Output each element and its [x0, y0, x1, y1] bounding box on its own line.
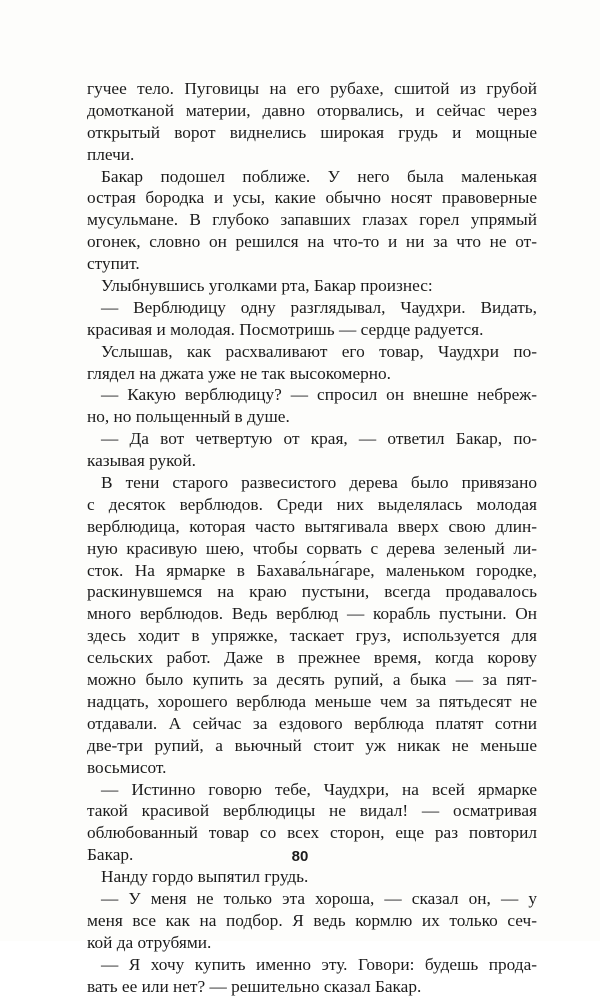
text-line: восьмисот. [87, 757, 167, 777]
text-line: надцать, хорошего верблюда меньше чем за пятьдесят не [87, 691, 537, 711]
text-line: можно было купить за десять рупий, а быка — за пят- [87, 670, 537, 690]
text-line: мусульмане. В глубоко запавших глазах горел упрямый [87, 210, 537, 230]
text-line: — Да вот четвертую от края, — ответил Бакар, по- [101, 429, 537, 449]
text-line: такой красивой верблюдицы не видал! — осматривая [87, 801, 537, 821]
paragraph [87, 472, 537, 778]
text-line: раскинувшемся на краю пустыни, всегда продавалось [87, 582, 537, 602]
text-line: кой да отрубями. [87, 932, 212, 952]
text-line: ную красивую шею, чтобы сорвать с дерева зеленый ли- [87, 538, 537, 558]
text-line: Бакар подошел поближе. У него была маленькая [101, 166, 537, 186]
text-line: домотканой материи, давно оторвались, и сейчас через [87, 100, 537, 120]
paragraph [87, 866, 537, 888]
text-line: сток. На ярмарке в Бахава́льна́гаре, маленьком городке, [87, 560, 537, 580]
text-line: ступит. [87, 254, 140, 274]
paragraph [87, 954, 537, 997]
text-line: Нанду гордо выпятил грудь. [101, 867, 309, 887]
text-line: плечи. [87, 144, 135, 164]
text-line: казывая рукой. [87, 451, 196, 471]
text-line: — Я хочу купить именно эту. Говори: будешь прода- [101, 954, 537, 974]
text-line: Улыбнувшись уголками рта, Бакар произнес: [101, 276, 433, 296]
text-line: с десяток верблюдов. Среди них выделялась молодая [87, 494, 537, 514]
text-line: верблюдица, которая часто вытягивала вверх свою длин- [87, 516, 537, 536]
text-line: но, но польщенный в душе. [87, 407, 290, 427]
paragraph [87, 341, 537, 385]
text-line: Услышав, как расхваливают его товар, Чаудхри по- [101, 341, 537, 361]
paragraph [87, 428, 537, 472]
text-line: меня все как на подбор. Я ведь кормлю их только сеч- [87, 910, 537, 930]
text-line: гучее тело. Пуговицы на его рубахе, сшитой из грубой [87, 79, 537, 98]
paragraph [87, 384, 537, 428]
text-line: красивая и молодая. Посмотришь — сердце радуется. [87, 319, 484, 339]
paragraph [87, 166, 537, 275]
page-number: 80 [291, 848, 309, 865]
text-line: открытый ворот виднелись широкая грудь и мощные [87, 122, 537, 142]
text-line: — Какую верблюдицу? — спросил он внешне небреж- [101, 385, 537, 405]
text-line: здесь ходит в упряжке, таскает груз, используется для [87, 626, 537, 646]
text-line: сельских работ. Даже в прежнее время, когда корову [87, 648, 537, 668]
paragraph [87, 275, 537, 297]
paragraph [87, 297, 537, 341]
text-line: глядел на джата уже не так высокомерно. [87, 363, 392, 383]
text-line: — У меня не только эта хороша, — сказал он, — у [101, 888, 537, 908]
text-line: отдавали. А сейчас за ездового верблюда платят сотни [87, 713, 537, 733]
text-line: В тени старого развесистого дерева было привязано [101, 473, 537, 493]
text-line: облюбованный товар со всех сторон, еще раз повторил [87, 823, 537, 843]
text-line: Бакар. [87, 845, 134, 865]
text-line: — Истинно говорю тебе, Чаудхри, на всей ярмарке [101, 779, 537, 799]
text-line: острая бородка и усы, какие обычно носят правоверные [87, 188, 537, 208]
paragraph [87, 888, 537, 954]
paragraph [87, 78, 537, 166]
text-line: вать ее или нет? — решительно сказал Бакар. [87, 976, 422, 996]
text-line: много верблюдов. Ведь верблюд — корабль пустыни. Он [87, 604, 537, 624]
text-line: — Верблюдицу одну разглядывал, Чаудхри. Видать, [101, 297, 537, 317]
text-line: две-три рупий, а вьючный стоит уж никак не меньше [87, 735, 537, 755]
text-line: огонек, словно он решился на что-то и ни за что не от- [87, 232, 537, 252]
